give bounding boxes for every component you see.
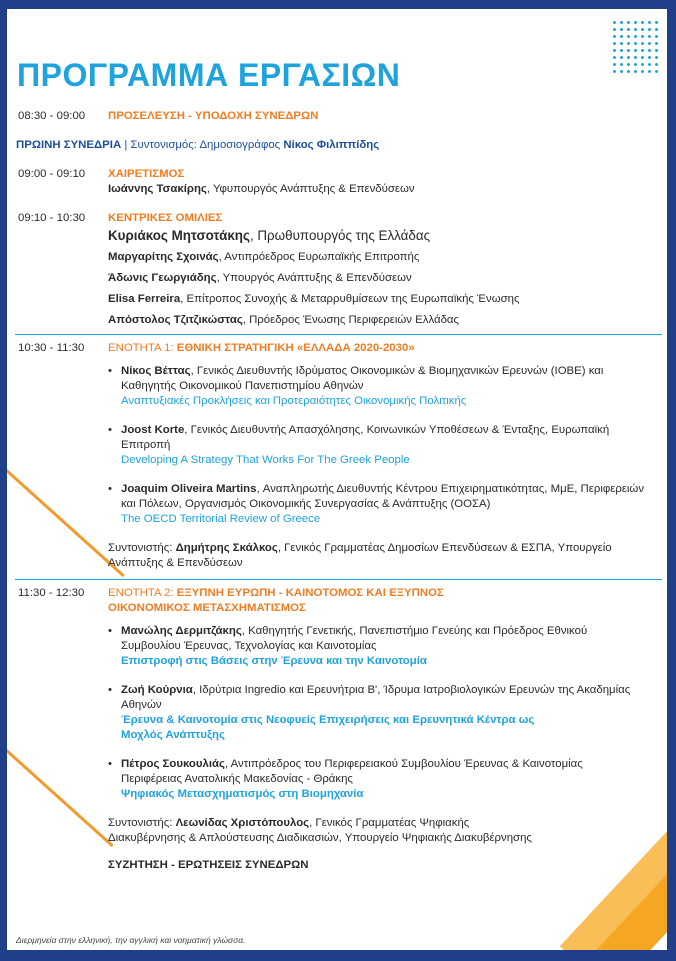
- keynotes-time: 09:10 - 10:30: [18, 212, 86, 224]
- keynotes-row: [18, 211, 658, 226]
- program-card: [7, 9, 667, 950]
- speaker-name: Joaquim Oliveira Martins: [121, 483, 257, 495]
- speaker-role: , Ιδρύτρια Ingredio και Ερευνήτρια Β', Ίδρυμα Ιατροβιολογικών Ερευνών της Ακαδημίας Αθηνών: [121, 684, 631, 711]
- morning-session-line: [16, 138, 658, 153]
- speaker-role: , Γενικός Διευθυντής Απασχόλησης, Κοινωνικών Υποθέσεων & Ένταξης, Ευρωπαϊκή Επιτροπή: [121, 424, 610, 451]
- session1-speaker-list: [18, 364, 658, 527]
- welcome-row: [18, 167, 658, 182]
- session2-heading: [108, 586, 528, 616]
- keynote-speaker: [18, 292, 658, 307]
- morning-session-sep: | Συντονισμός: Δημοσιογράφος: [121, 139, 284, 151]
- coordinator-name: Λεωνίδας Χριστόπουλος: [175, 817, 310, 829]
- dot-grid-decoration: [611, 19, 659, 75]
- welcome-speaker-role: , Υφυπουργός Ανάπτυξης & Επενδύσεων: [206, 183, 415, 195]
- session1-speaker: [108, 364, 636, 409]
- speaker-role: , Καθηγητής Γενετικής, Πανεπιστήμιο Γενεύης και Πρόεδρος Εθνικού Συμβουλίου Έρευνας, Τεχνολογίας και Καινοτομίας: [121, 625, 588, 652]
- session2-speaker: [108, 683, 641, 743]
- speaker-topic: Επιστροφή στις Βάσεις στην Έρευνα και την Καινοτομία: [121, 655, 427, 667]
- session1-heading: [108, 341, 638, 356]
- speaker-name: Νίκος Βέττας: [121, 365, 191, 377]
- session2-speaker: [108, 757, 601, 802]
- coordinator-label: Συντονιστής:: [108, 817, 176, 829]
- arrival-label: ΠΡΟΣΕΛΕΥΣΗ - ΥΠΟΔΟΧΗ ΣΥΝΕΔΡΩΝ: [108, 110, 319, 122]
- keynote-speaker-name: Μαργαρίτης Σχοινάς: [108, 251, 219, 263]
- speaker-role: , Αναπληρωτής Διευθυντής Κέντρου Επιχειρηματικότητας, ΜμΕ, Περιφερειών και Πόλεων, Οργανισμός Οικονομικής Συνεργασίας & Ανάπτυξης (ΟΟΣΑ): [121, 483, 645, 510]
- welcome-speaker-name: Ιωάννης Τσακίρης: [108, 183, 207, 195]
- keynote-pm-name: Κυριάκος Μητσοτάκης: [108, 228, 250, 243]
- keynote-speaker-name: Απόστολος Τζιτζικώστας: [108, 314, 243, 326]
- keynote-speaker-role: , Επίτροπος Συνοχής & Μεταρρυθμίσεων της Ευρωπαϊκής Ένωσης: [180, 293, 520, 305]
- session2-speaker: [108, 624, 641, 669]
- keynotes-label: ΚΕΝΤΡΙΚΕΣ ΟΜΙΛΙΕΣ: [108, 212, 223, 224]
- session2-title: ΕΞΥΠΝΗ ΕΥΡΩΠΗ - ΚΑΙΝΟΤΟΜΟΣ ΚΑΙ ΕΞΥΠΝΟΣ ΟΙΚΟΝΟΜΙΚΟΣ ΜΕΤΑΣΧΗΜΑΤΙΣΜΟΣ: [108, 587, 444, 614]
- arrival-time: 08:30 - 09:00: [18, 110, 86, 122]
- session1-time: 10:30 - 11:30: [18, 342, 85, 354]
- session1-coordinator: [18, 541, 638, 571]
- interpretation-footnote: Διερμηνεία στην ελληνική, την αγγλική και νοηματική γλώσσα.: [16, 935, 246, 945]
- keynote-speaker-name: Elisa Ferreira: [108, 293, 181, 305]
- discussion-label: ΣΥΖΗΤΗΣΗ - ΕΡΩΤΗΣΕΙΣ ΣΥΝΕΔΡΩΝ: [108, 859, 309, 871]
- speaker-topic: Αναπτυξιακές Προκλήσεις και Προτεραιότητες Οικονομικής Πολιτικής: [121, 395, 467, 407]
- keynote-pm-role: , Πρωθυπουργός της Ελλάδας: [249, 228, 431, 243]
- session2-time: 11:30 - 12:30: [18, 587, 85, 599]
- session1-row: [18, 341, 658, 356]
- keynote-speaker-role: , Υπουργός Ανάπτυξης & Επενδύσεων: [216, 272, 412, 284]
- session1-speaker: [108, 482, 651, 527]
- coordinator-role: , Γενικός Γραμματέας Δημοσίων Επενδύσεων & ΕΣΠΑ, Υπουργείο Ανάπτυξης & Επενδύσεων: [108, 542, 612, 569]
- session1-title: ΕΘΝΙΚΗ ΣΤΡΑΤΗΓΙΚΗ «ΕΛΛΑΔΑ 2020-2030»: [176, 342, 415, 354]
- morning-session-coordinator: Νίκος Φιλιππίδης: [283, 139, 380, 151]
- speaker-role: , Γενικός Διευθυντής Ιδρύματος Οικονομικών & Βιομηχανικών Ερευνών (ΙΟΒΕ) και Καθηγητής Οικονομικού Πανεπιστημίου Αθηνών: [121, 365, 604, 392]
- session1-speaker: [108, 423, 636, 468]
- keynote-speaker-role: , Πρόεδρος Ένωσης Περιφερειών Ελλάδας: [242, 314, 459, 326]
- section-divider: [15, 334, 662, 335]
- welcome-time: 09:00 - 09:10: [18, 168, 86, 180]
- session1-prefix: ΕΝΟΤΗΤΑ 1:: [108, 342, 177, 354]
- keynote-speaker: [18, 250, 658, 265]
- coordinator-name: Δημήτρης Σκάλκος: [175, 542, 278, 554]
- keynote-speaker: [18, 271, 658, 286]
- speaker-role: , Αντιπρόεδρος του Περιφερειακού Συμβουλίου Έρευνας & Καινοτομίας Περιφέρειας Ανατολικής Μακεδονίας - Θράκης: [121, 758, 583, 785]
- morning-session-label: ΠΡΩΙΝΗ ΣΥΝΕΔΡΙΑ: [16, 139, 122, 151]
- program-content: [18, 109, 658, 873]
- section-divider: [15, 579, 662, 580]
- keynote-speaker-role: , Αντιπρόεδρος Ευρωπαϊκής Επιτροπής: [218, 251, 420, 263]
- keynote-speaker: [18, 313, 658, 328]
- speaker-name: Ζωή Κούρνια: [121, 684, 193, 696]
- page-title: ΠΡΟΓΡΑΜΜΑ ΕΡΓΑΣΙΩΝ: [17, 57, 401, 93]
- speaker-name: Πέτρος Σουκουλιάς: [121, 758, 225, 770]
- arrival-row: [18, 109, 658, 124]
- welcome-label: ΧΑΙΡΕΤΙΣΜΟΣ: [108, 168, 185, 180]
- session2-row: [18, 586, 658, 616]
- speaker-name: Joost Korte: [121, 424, 185, 436]
- welcome-speaker: [18, 182, 658, 197]
- coordinator-role: , Γενικός Γραμματέας Ψηφιακής Διακυβέρνησης & Απλούστευσης Διαδικασιών, Υπουργείο Ψηφιακής Διακυβέρνησης: [108, 817, 532, 844]
- speaker-name: Μανώλης Δερμιτζάκης: [121, 625, 242, 637]
- speaker-topic: The OECD Territorial Review of Greece: [121, 513, 321, 525]
- speaker-topic: Developing A Strategy That Works For The Greek People: [121, 454, 410, 466]
- keynote-speaker-name: Άδωνις Γεωργιάδης: [108, 272, 217, 284]
- session2-speaker-list: [18, 624, 658, 802]
- session2-coordinator: [18, 816, 548, 846]
- keynote-pm: [18, 226, 658, 245]
- speaker-topic: Ψηφιακός Μετασχηματισμός στη Βιομηχανία: [121, 788, 364, 800]
- session2-prefix: ΕΝΟΤΗΤΑ 2:: [108, 587, 177, 599]
- coordinator-label: Συντονιστής:: [108, 542, 176, 554]
- speaker-topic: Έρευνα & Καινοτομία στις Νεοφυείς Επιχειρήσεις και Ερευνητικά Κέντρα ως Μοχλός Ανάπτυξης: [121, 714, 535, 741]
